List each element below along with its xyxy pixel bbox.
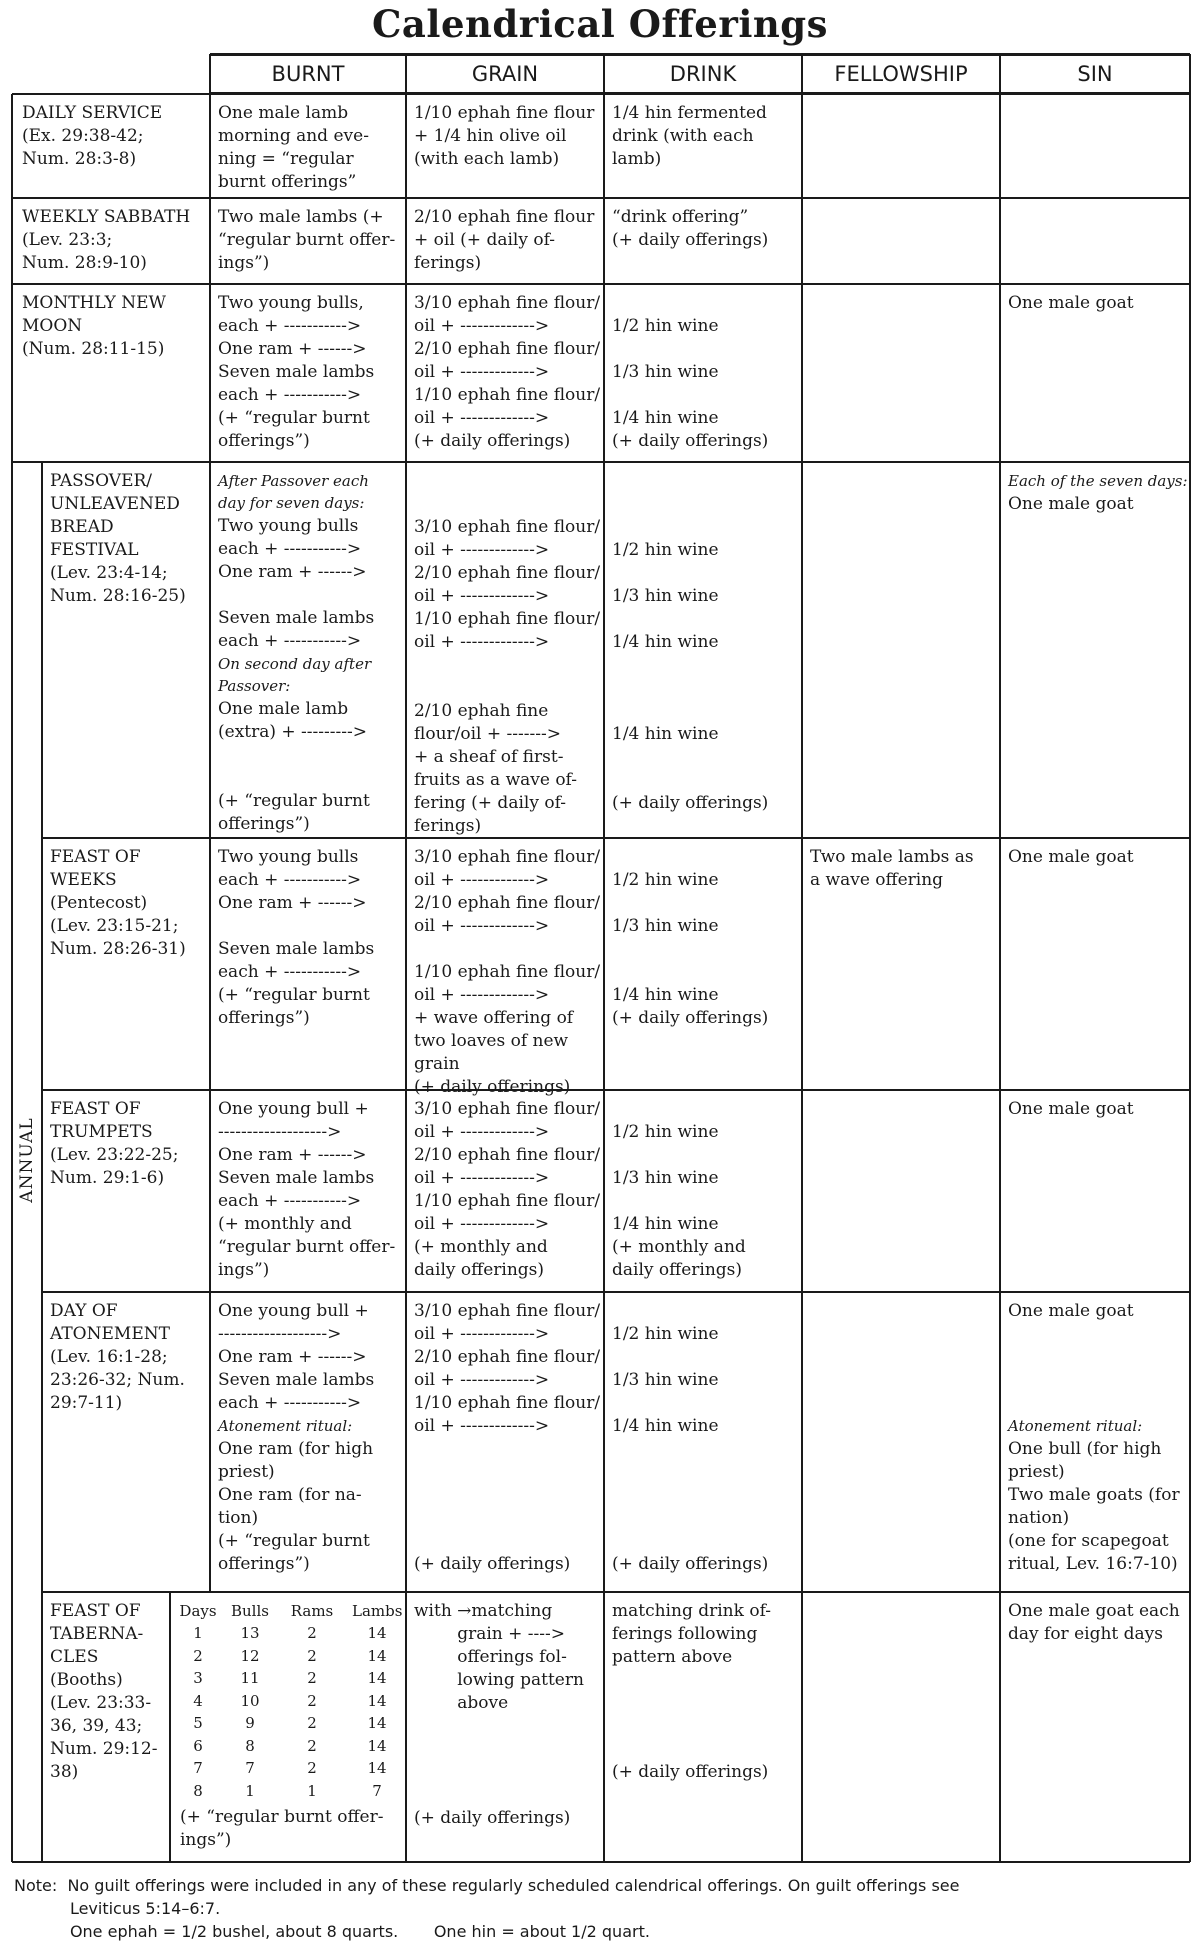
- tabernacles-table-cell: 7: [372, 1781, 382, 1800]
- tabernacles-table-cell: 1: [245, 1781, 255, 1800]
- weeks-fellowship: Two male lambs as a wave offering: [810, 847, 974, 890]
- passover-burnt-note-2: On second day after Passover:: [218, 655, 372, 695]
- tabernacles-table-cell: 11: [240, 1669, 260, 1687]
- tabernacles-table-cell: 2: [307, 1736, 317, 1755]
- tabernacles-table-cell: 2: [307, 1669, 317, 1687]
- new-moon-drink: 1/2 hin wine 1/3 hin wine 1/4 hin wine (+ daily offerings): [612, 316, 769, 451]
- footnote: Note: No guilt offerings were included in any of these regularly scheduled calendrical offerings. On guilt offerings see Leviticus 5:14–6:7. One ephah = 1/2 bushel, about 8 quarts. One hin = about 1/2 quart.: [14, 1876, 960, 1941]
- tabernacles-table-cell: 6: [193, 1736, 203, 1755]
- tabernacles-table-cell: 14: [367, 1624, 387, 1642]
- row-label-tabernacles: FEAST OF TABERNA- CLES (Booths) (Lev. 23:33- 36, 39, 43; Num. 29:12- 38): [50, 1601, 158, 1782]
- atonement-burnt: One young bull + -------------------> One ram + ------> Seven male lambs each + ----------->: [218, 1301, 375, 1413]
- atonement-sin-note: Atonement ritual:: [1008, 1417, 1143, 1435]
- trumpets-sin: One male goat: [1008, 1099, 1134, 1119]
- sabbath-burnt: Two male lambs (+ “regular burnt offer- ings”): [218, 207, 396, 273]
- tabernacles-table-cell: 14: [367, 1759, 387, 1777]
- tabernacles-table-cell: 3: [193, 1669, 203, 1687]
- passover-burnt-second-day: One male lamb (extra) + ---------> (+ “regular burnt offerings”): [218, 699, 370, 834]
- tabernacles-table-cell: 2: [307, 1624, 317, 1642]
- tabernacles-table-cell: 2: [307, 1691, 317, 1710]
- atonement-burnt-ritual: One ram (for high priest) One ram (for na- tion) (+ “regular burnt offerings”): [218, 1439, 374, 1574]
- tabernacles-table-cell: 2: [307, 1759, 317, 1777]
- page-title: Calendrical Offerings: [371, 2, 829, 46]
- tabernacles-table-cell: 10: [240, 1691, 260, 1710]
- tabernacles-table-cell: 5: [193, 1714, 203, 1732]
- tabernacles-sin: One male goat each day for eight days: [1008, 1601, 1180, 1644]
- tabernacles-drink: matching drink of- ferings following pattern above (+ daily offerings): [612, 1601, 771, 1782]
- daily-burnt: One male lamb morning and eve- ning = “regular burnt offerings”: [218, 103, 369, 192]
- tabernacles-table-cell: 1: [193, 1624, 203, 1642]
- col-header-drink: DRINK: [604, 54, 802, 94]
- row-label-daily: DAILY SERVICE (Ex. 29:38-42; Num. 28:3-8): [22, 103, 163, 169]
- tabernacles-table-header: Days: [179, 1602, 217, 1620]
- row-label-weeks: FEAST OF WEEKS (Pentecost) (Lev. 23:15-21; Num. 28:26-31): [50, 847, 186, 959]
- col-header-burnt: BURNT: [210, 54, 406, 94]
- weeks-sin: One male goat: [1008, 847, 1134, 867]
- sabbath-drink: “drink offering” (+ daily offerings): [612, 207, 769, 250]
- tabernacles-table-cell: 14: [367, 1646, 387, 1665]
- tabernacles-table-cell: 8: [193, 1781, 203, 1800]
- tabernacles-table-cell: 14: [367, 1714, 387, 1732]
- atonement-sin: One male goat: [1008, 1301, 1134, 1321]
- atonement-sin-ritual: One bull (for high priest) Two male goats (for nation) (one for scapegoat ritual, Lev. 16:7-10): [1008, 1439, 1180, 1574]
- tabernacles-table-cell: 8: [245, 1736, 255, 1755]
- col-header-fellowship: FELLOWSHIP: [802, 54, 1000, 94]
- tabernacles-table-cell: 7: [193, 1759, 203, 1777]
- tabernacles-table-cell: 2: [307, 1646, 317, 1665]
- tabernacles-table-cell: 14: [367, 1669, 387, 1687]
- tabernacles-table-cell: 14: [367, 1736, 387, 1755]
- tabernacles-table-header: Rams: [290, 1602, 334, 1620]
- atonement-grain: 3/10 ephah fine flour/ oil + -------------> 2/10 ephah fine flour/ oil + -------------> 1/10 ephah fine flour/ oil + -------------> (+ daily offerings): [414, 1301, 601, 1574]
- atonement-drink: 1/2 hin wine 1/3 hin wine 1/4 hin wine (+ daily offerings): [612, 1324, 769, 1574]
- passover-burnt-daily: Two young bulls each + -----------> One ram + ------> Seven male lambs each + ----------->: [218, 516, 375, 651]
- tabernacles-table-cell: 12: [240, 1646, 260, 1665]
- tabernacles-table-cell: 2: [193, 1646, 203, 1665]
- annual-label: ANNUAL: [17, 1117, 37, 1203]
- row-label-atonement: DAY OF ATONEMENT (Lev. 16:1-28; 23:26-32; Num. 29:7-11): [50, 1301, 185, 1413]
- new-moon-burnt: Two young bulls, each + -----------> One ram + ------> Seven male lambs each + -----------> (+ “regular burnt offerings”): [218, 293, 375, 451]
- col-header-grain: GRAIN: [406, 54, 604, 94]
- weeks-grain: 3/10 ephah fine flour/ oil + -------------> 2/10 ephah fine flour/ oil + -------------> 1/10 ephah fine flour/ oil + -------------> + wave offering of two loaves of new grain (+ daily offerings): [414, 847, 601, 1097]
- sabbath-grain: 2/10 ephah fine flour + oil (+ daily of- ferings): [414, 207, 595, 273]
- passover-sin-note: Each of the seven days:: [1008, 472, 1188, 490]
- row-label-new-moon: MONTHLY NEW MOON (Num. 28:11-15): [22, 293, 166, 359]
- tabernacles-table-cell: 9: [245, 1714, 255, 1732]
- tabernacles-table-header: Bulls: [231, 1602, 269, 1620]
- tabernacles-table-cell: 2: [307, 1714, 317, 1732]
- daily-drink: 1/4 hin fermented drink (with each lamb): [612, 103, 767, 169]
- tabernacles-table-header: Lambs: [352, 1602, 403, 1620]
- new-moon-grain: 3/10 ephah fine flour/ oil + -------------> 2/10 ephah fine flour/ oil + -------------> 1/10 ephah fine flour/ oil + -------------> (+ daily offerings): [414, 293, 601, 451]
- row-label-passover: PASSOVER/ UNLEAVENED BREAD FESTIVAL (Lev. 23:4-14; Num. 28:16-25): [50, 471, 186, 606]
- tabernacles-burnt-footer: (+ “regular burnt offer- ings”): [180, 1807, 384, 1850]
- passover-burnt-note-1: After Passover each day for seven days:: [218, 472, 369, 512]
- daily-grain: 1/10 ephah fine flour + 1/4 hin olive oil (with each lamb): [414, 103, 595, 169]
- col-header-sin: SIN: [1000, 54, 1190, 94]
- row-label-trumpets: FEAST OF TRUMPETS (Lev. 23:22-25; Num. 29:1-6): [50, 1099, 179, 1188]
- weeks-burnt: Two young bulls each + -----------> One ram + ------> Seven male lambs each + -----------> (+ “regular burnt offerings”): [218, 847, 375, 1028]
- passover-grain: 3/10 ephah fine flour/ oil + -------------> 2/10 ephah fine flour/ oil + -------------> 1/10 ephah fine flour/ oil + -------------> 2/10 ephah fine flour/oil + -------> + a sheaf of first- fruits as a wave of- fering (+ daily of- ferings): [414, 517, 601, 836]
- tabernacles-table-cell: 13: [240, 1624, 260, 1642]
- tabernacles-table-cell: 4: [193, 1691, 203, 1710]
- tabernacles-table-cell: 7: [245, 1759, 255, 1777]
- row-label-sabbath: WEEKLY SABBATH (Lev. 23:3; Num. 28:9-10): [22, 207, 191, 273]
- tabernacles-grain: with →matching grain + ----> offerings fol- lowing pattern above (+ daily offerings): [414, 1601, 584, 1828]
- tabernacles-table-cell: 14: [367, 1691, 387, 1710]
- passover-sin: One male goat: [1008, 494, 1134, 514]
- tabernacles-table-cell: 1: [307, 1781, 317, 1800]
- new-moon-sin: One male goat: [1008, 293, 1134, 313]
- weeks-drink: 1/2 hin wine 1/3 hin wine 1/4 hin wine (+ daily offerings): [612, 870, 769, 1028]
- trumpets-burnt: One young bull + -------------------> One ram + ------> Seven male lambs each + -----------> (+ monthly and “regular burnt offer- ings”): [218, 1099, 396, 1280]
- atonement-burnt-note: Atonement ritual:: [218, 1417, 353, 1435]
- trumpets-drink: 1/2 hin wine 1/3 hin wine 1/4 hin wine (+ monthly and daily offerings): [612, 1122, 746, 1280]
- passover-drink: 1/2 hin wine 1/3 hin wine 1/4 hin wine 1/4 hin wine (+ daily offerings): [612, 540, 769, 813]
- trumpets-grain: 3/10 ephah fine flour/ oil + -------------> 2/10 ephah fine flour/ oil + -------------> 1/10 ephah fine flour/ oil + -------------> (+ monthly and daily offerings): [414, 1099, 601, 1280]
